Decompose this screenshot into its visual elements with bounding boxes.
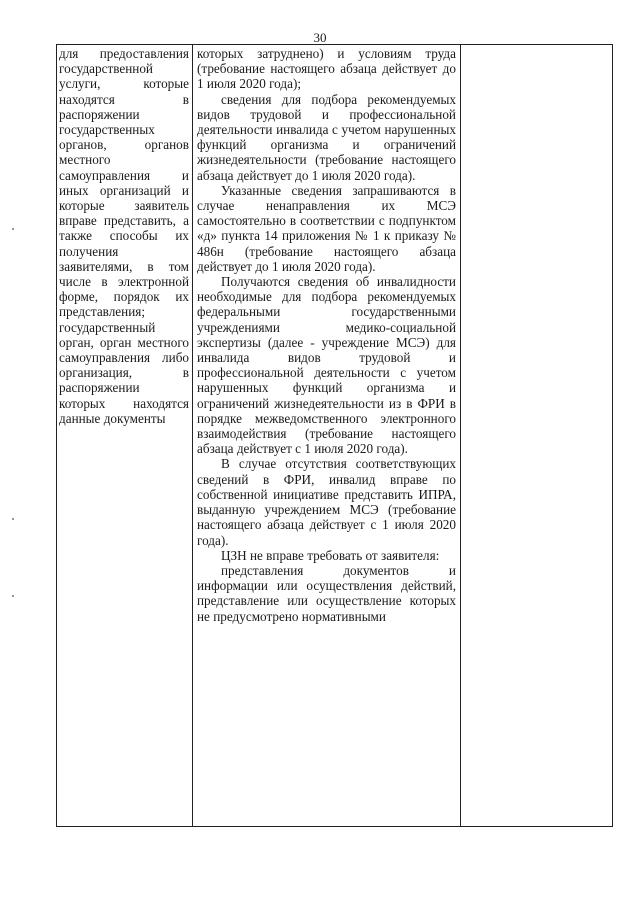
scan-speck bbox=[12, 518, 14, 520]
table-border-right bbox=[612, 45, 613, 826]
middle-paragraph-1: которых затруднено) и условиям труда (требование настоящего абзаца действует до 1 июля 2020 года); bbox=[197, 46, 456, 92]
middle-paragraph-6: ЦЗН не вправе требовать от заявителя: bbox=[221, 547, 440, 563]
left-column-cell bbox=[59, 46, 189, 426]
scan-speck bbox=[12, 228, 14, 230]
table-border-left bbox=[56, 45, 57, 826]
scan-speck bbox=[12, 595, 14, 597]
left-column-text: для предоставления государственной услуги, которые находятся в распоряжении государственных органов, органов местного самоуправления и иных организаций и которые заявитель вправе представить, а также способы их получения заявителями, в том числе в электронной форме, порядок их представления; государственный орган, орган местного самоуправления либо организация, в распоряжении которых находятся данные документы bbox=[59, 46, 189, 426]
table-column-divider-1 bbox=[192, 45, 193, 826]
middle-paragraph-3: Указанные сведения запрашиваются в случае ненаправления их МСЭ самостоятельно в соответствии с подпунктом «д» пункта 14 приложения № 1 к приказу № 486н (требование настоящего абзаца действует до 1 июля 2020 года). bbox=[197, 182, 456, 274]
middle-column-cell bbox=[197, 46, 456, 624]
page-number: 30 bbox=[313, 30, 327, 45]
middle-paragraph-5: В случае отсутствия соответствующих сведений в ФРИ, инвалид вправе по собственной инициативе представить ИПРА, выданную учреждением МСЭ (требование настоящего абзаца действует с 1 июля 2020 года). bbox=[197, 456, 456, 548]
middle-paragraph-7: представления документов и информации или осуществления действий, представление или осуществление которых не предусмотрено нормативными bbox=[197, 562, 456, 624]
table-column-divider-2 bbox=[460, 45, 461, 826]
middle-paragraph-2: сведения для подбора рекомендуемых видов трудовой и профессиональной деятельности инвалида с учетом нарушенных функций организма и ограничений жизнедеятельности (требование настоящего абзаца действует до 1 июля 2020 года). bbox=[197, 91, 456, 183]
regulation-table bbox=[56, 44, 613, 827]
middle-paragraph-4: Получаются сведения об инвалидности необходимые для подбора рекомендуемых федеральными государственными учреждениями медико-социальной экспертизы (далее - учреждение МСЭ) для инвалида видов трудовой и профессиональной деятельности с учетом нарушенных функций организма и ограничений жизнедеятельности из в ФРИ в порядке межведомственного электронного взаимодействия (требование настоящего абзаца действует с 1 июля 2020 года). bbox=[197, 274, 456, 457]
